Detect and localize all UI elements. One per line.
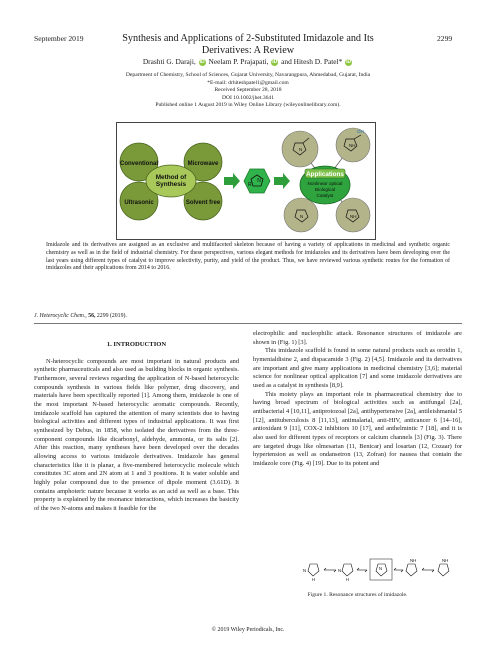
affiliation-block [0,72,496,110]
graphical-abstract [116,122,376,240]
section-heading: 1. INTRODUCTION [106,341,167,348]
svg-text:NH: NH [349,143,356,148]
email[interactable]: *E-mail: drhiteshpatel1@gmail.com [207,79,289,86]
svg-text:N: N [300,214,304,219]
label-catalyst: Catalyst [316,193,334,198]
author-3: and Hitesh D. Patel* [281,57,343,66]
orcid-icon[interactable]: iD [272,58,278,65]
svg-text:NH: NH [410,558,417,563]
abstract: Imidazole and its derivatives are assigned as an exclusive and multifaceted skeleton because of having a variety of applications in medicinal and synthetic organic chemistry as well as in the field of industrial chemistry. For these perspectives, various elegant methods for imidazoles and its derivatives have been developing over the last years using different types of catalyst to improve selectivity, purity, and yield of the product. Thus, we have reviewed various synthetic routes for the formation of imidazoles and their applications from 2014 to 2016. [46,242,450,272]
label-solvent-free: Solvent free [185,200,221,206]
author-2: Neelam P. Prajapati, [208,57,269,66]
label-synthesis: Synthesis [155,181,187,188]
svg-text:R: R [248,182,252,188]
svg-text:H: H [312,577,316,582]
running-date: September 2019 [34,34,84,43]
svg-text:NH: NH [442,558,449,563]
paragraph: This moiety plays an important role in pharmaceutical chemistry due to having broad spectrum of biological activities such as antifungal [2a], antibacterial 4 [10,11], antiprotozoal [2a], antihypertensive [2a], antileishmanial 5 [12], antituberculosis 8 [11,13], antimalarial, anti-HIV, anticancer 6 [14–16], antioxidant 9 [11], COX-2 inhibitors 10 [17], and anthelmintic 7 [18], and it is also used for different types of receptors or calcium channels [3] (Fig. 3). There are targeted drugs like olmesartan (11, Benicar) and losartan (12, Cozaar) for hypertension as well as ondansetron (13, Zofran) for nausea that contain the imidazole core (Fig. 4) [19]. Due to its potent and [253,390,462,467]
svg-text:OH: OH [357,129,364,134]
svg-text:N: N [299,147,303,152]
paragraph: This imidazole scaffold is found in some natural products such as oroidin 1, hymenialdisine 2, and dispacamide 3 (Fig. 2) [4,5]. Imidazole and its derivatives are important and give many applications in medicinal chemistry [3,6]; material science for nonlinear optical application [7] and some imidazole derivatives are used as a catalyst in synthesis [8,9]. [253,347,462,389]
figure-1-caption: Figure 1. Resonance structures of imidazole. [307,592,408,598]
svg-text:N: N [303,568,307,573]
paragraph: electrophilic and nucleophilic attack. Resonance structures of imidazole are shown in (Fig. 1) [3]. [253,330,462,346]
citation-pages: 2299 (2019). [96,313,127,319]
citation-journal: J. Heterocyclic Chem., [34,313,87,319]
orcid-icon[interactable]: iD [346,58,352,65]
label-method: Method of [155,174,187,181]
svg-text:N: N [257,178,261,184]
svg-text:H: H [346,577,350,582]
label-nonlinear: Nonlinear optical [307,181,343,186]
right-column [253,330,462,469]
label-applications: Applications [306,171,344,178]
svg-text:N: N [379,566,383,571]
author-1: Drashti G. Daraji, [142,57,196,66]
paragraph: N-heterocyclic compounds are most important in natural products and synthetic pharmaceuticals and also used as building blocks in organic synthesis. Furthermore, several reviews regarding the application of N-based heterocyclic compounds synthesis in various fields like polymer, drug discovery, and materials have been specifically reported [1]. Among them, imidazole is one of the most important N-based heterocyclic aromatic compounds. Recently, imidazole scaffold has captured the attention of many scientists due to having biological activities and different types of industrial applications. It was first synthesized by Debus, in 1858, who isolated the derivatives from the three-component compounds like dicarbonyl, aldehyde, ammonia, or its salts [2]. After this reaction, many syntheses have been developed over the decades allowing access to various imidazole derivatives. Imidazole has general characteristics like it is planar, a five-membered heterocyclic molecule which constitutes 3C atom and 2N atom at 1 and 3 positions. It is water soluble and highly polar compound due to the presence of dipole moment (3.61D). It contains amphoteric nature because it works as an acid as well as a base. This property is explained by the resonance interactions, which increases the basicity of the two N-atoms and makes it feasible for the [34,357,239,512]
author-line [0,57,496,66]
published-note: Published online 1 August 2019 in Wiley Online Library (wileyonlinelibrary.com). [155,102,341,109]
label-ultrasonic: Ultrasonic [124,200,154,206]
left-column [34,341,239,513]
received-date: Received September 28, 2018 [214,87,282,94]
label-conventional: Conventional [119,161,159,167]
citation [34,313,127,319]
doi[interactable]: DOI 10.1002/jhet.3641 [221,94,275,101]
svg-text:N: N [338,568,342,573]
svg-text:NH: NH [350,214,357,219]
copyright-footer: © 2019 Wiley Periodicals, Inc. [211,627,285,633]
arrow-left [224,173,240,189]
citation-volume: 56, [88,313,96,319]
arrow-right [274,173,290,189]
label-biological: Biological [314,187,336,192]
figure-1 [300,556,460,582]
label-microwave: Microwave [187,161,219,167]
page-number: 2299 [437,34,453,43]
orcid-icon[interactable]: iD [199,58,205,65]
article-title: Synthesis and Applications of 2-Substituted Imidazole and Its Derivatives: A Review [122,33,374,56]
divider [34,323,462,324]
graphical-abstract-svg [117,123,375,239]
department: Department of Chemistry, School of Sciences, Gujarat University, Navarangpura, Ahmedabad, Gujarat, India [125,72,371,78]
resonance-structures [300,556,460,582]
